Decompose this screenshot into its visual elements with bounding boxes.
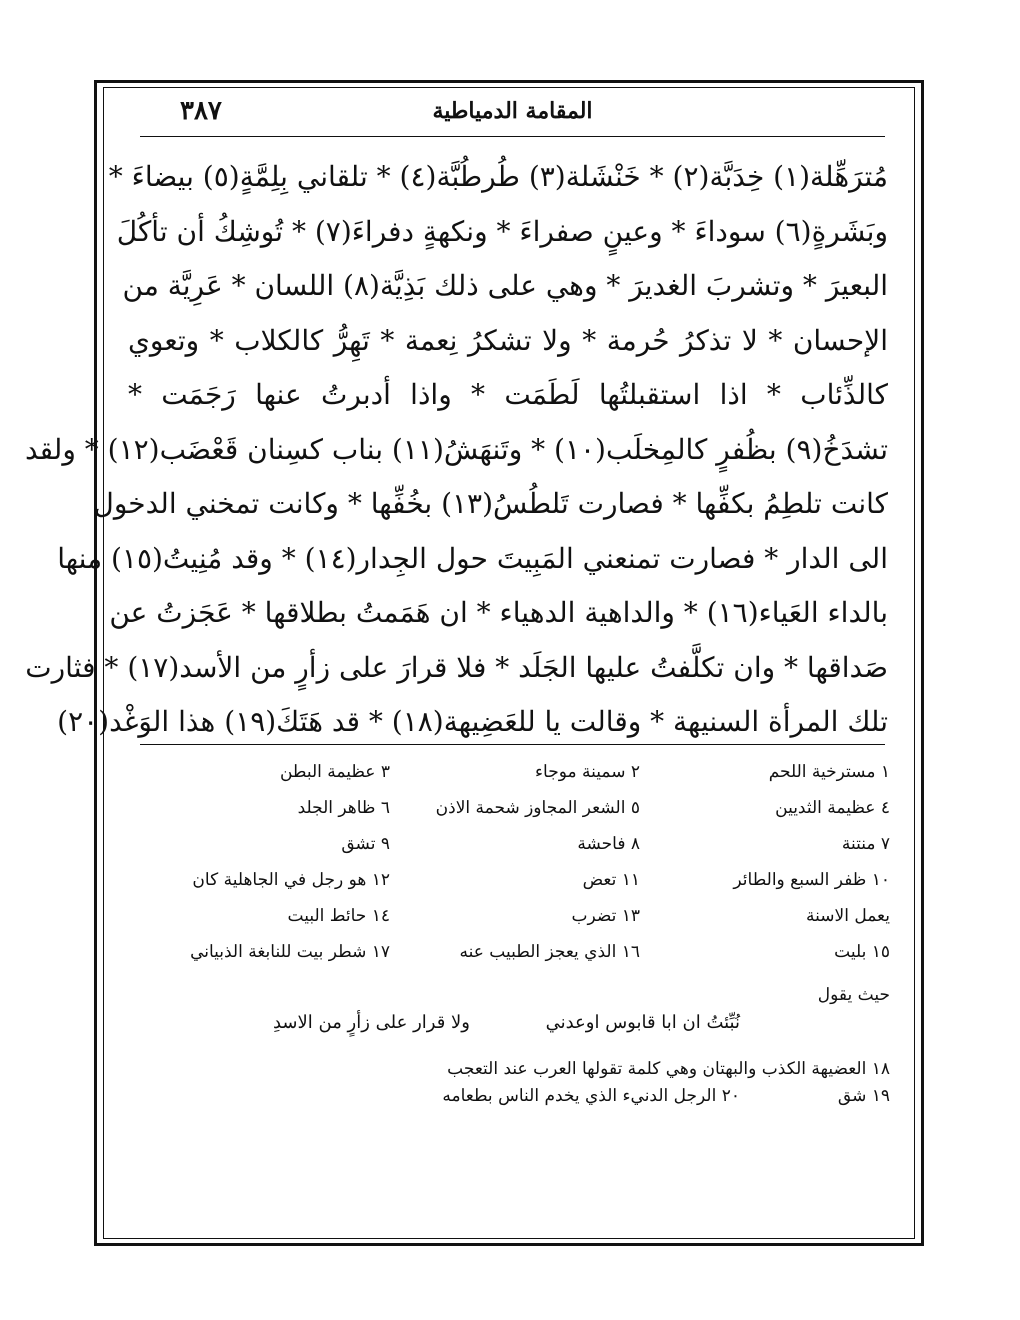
footnote: ٢٠ الرجل الدنيء الذي يخدم الناس بطعامه [442, 1086, 740, 1106]
text-line: وبَشَرةٍ(٦) سوداءَ * وعينٍ صفراءَ * ونكهةٍ دفراءَ(٧) * تُوشِكُ أن تأكُلَ [116, 214, 888, 248]
verse-first-hemistich: نُبِّئتُ ان ابا قابوس اوعدني [545, 1012, 740, 1033]
footnote-row [120, 870, 890, 906]
verse-second-hemistich: ولا قرار على زأرٍ من الاسدِ [272, 1012, 470, 1033]
footnote: ٧ منتنة [841, 834, 890, 854]
footnote: ١٨ العضيهة الكذب والبهتان وهي كلمة تقولها العرب عند التعجب [447, 1059, 890, 1079]
footnote-row [120, 762, 890, 798]
text-line: الى الدار * فصارت تمنعني المَبِيتَ حول الجِدار(١٤) * وقد مُنِيتُ(١٥) منها [57, 541, 888, 575]
text-line: مُترَهِّلة(١) خِدَبَّة(٢) * خَنْشَلة(٣) طُرطُبَّة(٤) * تلقاني بِلِمَّةٍ(٥) بيضاءَ * [108, 160, 888, 193]
footnote: ١١ تعض [582, 870, 640, 890]
footnote: ١ مسترخية اللحم [768, 762, 890, 782]
footnote: ١٢ هو رجل في الجاهلية كان [192, 870, 390, 890]
text-line: صَداقها * وان تكلَّفتُ عليها الجَلَد * فلا قرارَ على زأرٍ من الأسد(١٧) * فثارت [25, 650, 888, 684]
footnote: ٨ فاحشة [577, 834, 640, 854]
text-line: البعيرَ * وتشربَ الغديرَ * وهي على ذلك بَذِيَّة(٨) اللسان * عَرِيَّة من [122, 269, 888, 302]
footnote: ١٩ شق [837, 1086, 890, 1106]
text-line: كالذِّئاب * اذا استقبلتُها لَطَمَت * واذا أدبرتُ عنها رَجَمَت * [128, 378, 888, 411]
text-line: الإحسان * لا تذكرُ حُرمة * ولا تشكرُ نِعمة * تَهِرُّ كالكلاب * وتعوي [128, 323, 888, 357]
page-header [140, 96, 885, 126]
footnote: ١٥ بليت [834, 942, 890, 962]
page-number: ٣٨٧ [180, 96, 222, 126]
footnote: ١٤ حائط البيت [287, 906, 390, 926]
footnote: ١٦ الذي يعجز الطبيب عنه [459, 942, 640, 962]
footnote: ٩ تشق [341, 834, 390, 854]
footnote: ١٧ شطر بيت للنابغة الذبياني [190, 942, 390, 962]
footnote-row [120, 942, 890, 978]
text-line: كانت تلطِمُ بكفِّها * فصارت تَلطُسُ(١٣) بخُفِّها * وكانت تمخني الدخول [93, 487, 888, 520]
text-line: بالداء العَياء(١٦) * والداهية الدهياء * ان هَمَمتُ بطلاقها * عَجَزتُ عن [109, 596, 888, 629]
footnote-verse [120, 1012, 890, 1052]
footnotes [120, 762, 890, 1122]
footnote: ٤ عظيمة الثديين [775, 798, 890, 818]
main-text [24, 150, 888, 750]
footnote-verse-intro: حيث يقول [817, 985, 890, 1005]
text-line: تشدَخُ(٩) بظُفرٍ كالمِخلَب(١٠) * وتَنهَشُ(١١) بناب كسِنان قَعْضَب(١٢) * ولقد [24, 432, 888, 466]
footnote: ٣ عظيمة البطن [279, 762, 390, 782]
footnote: ٥ الشعر المجاوز شحمة الاذن [435, 798, 640, 818]
footnote: ٦ ظاهر الجلد [297, 798, 390, 818]
text-line: تلك المرأة السنيهة * وقالت يا للعَضِيهة(١٨) * قد هَتَكَ(١٩) هذا الوَغْد(٢٠) [57, 705, 888, 738]
footnote-row [120, 798, 890, 834]
footnote-row [120, 1086, 890, 1122]
header-divider [140, 136, 885, 137]
footnote-row [120, 834, 890, 870]
footnote: ٢ سمينة موجاء [535, 762, 640, 782]
footnote: ١٠ ظفر السبع والطائر [733, 870, 890, 890]
footnote-row [120, 906, 890, 942]
page-title: المقامة الدمياطية [432, 98, 593, 124]
footnote: يعمل الاسنة [806, 906, 890, 926]
footnote-divider [140, 744, 885, 745]
footnote: ١٣ تضرب [571, 906, 640, 926]
